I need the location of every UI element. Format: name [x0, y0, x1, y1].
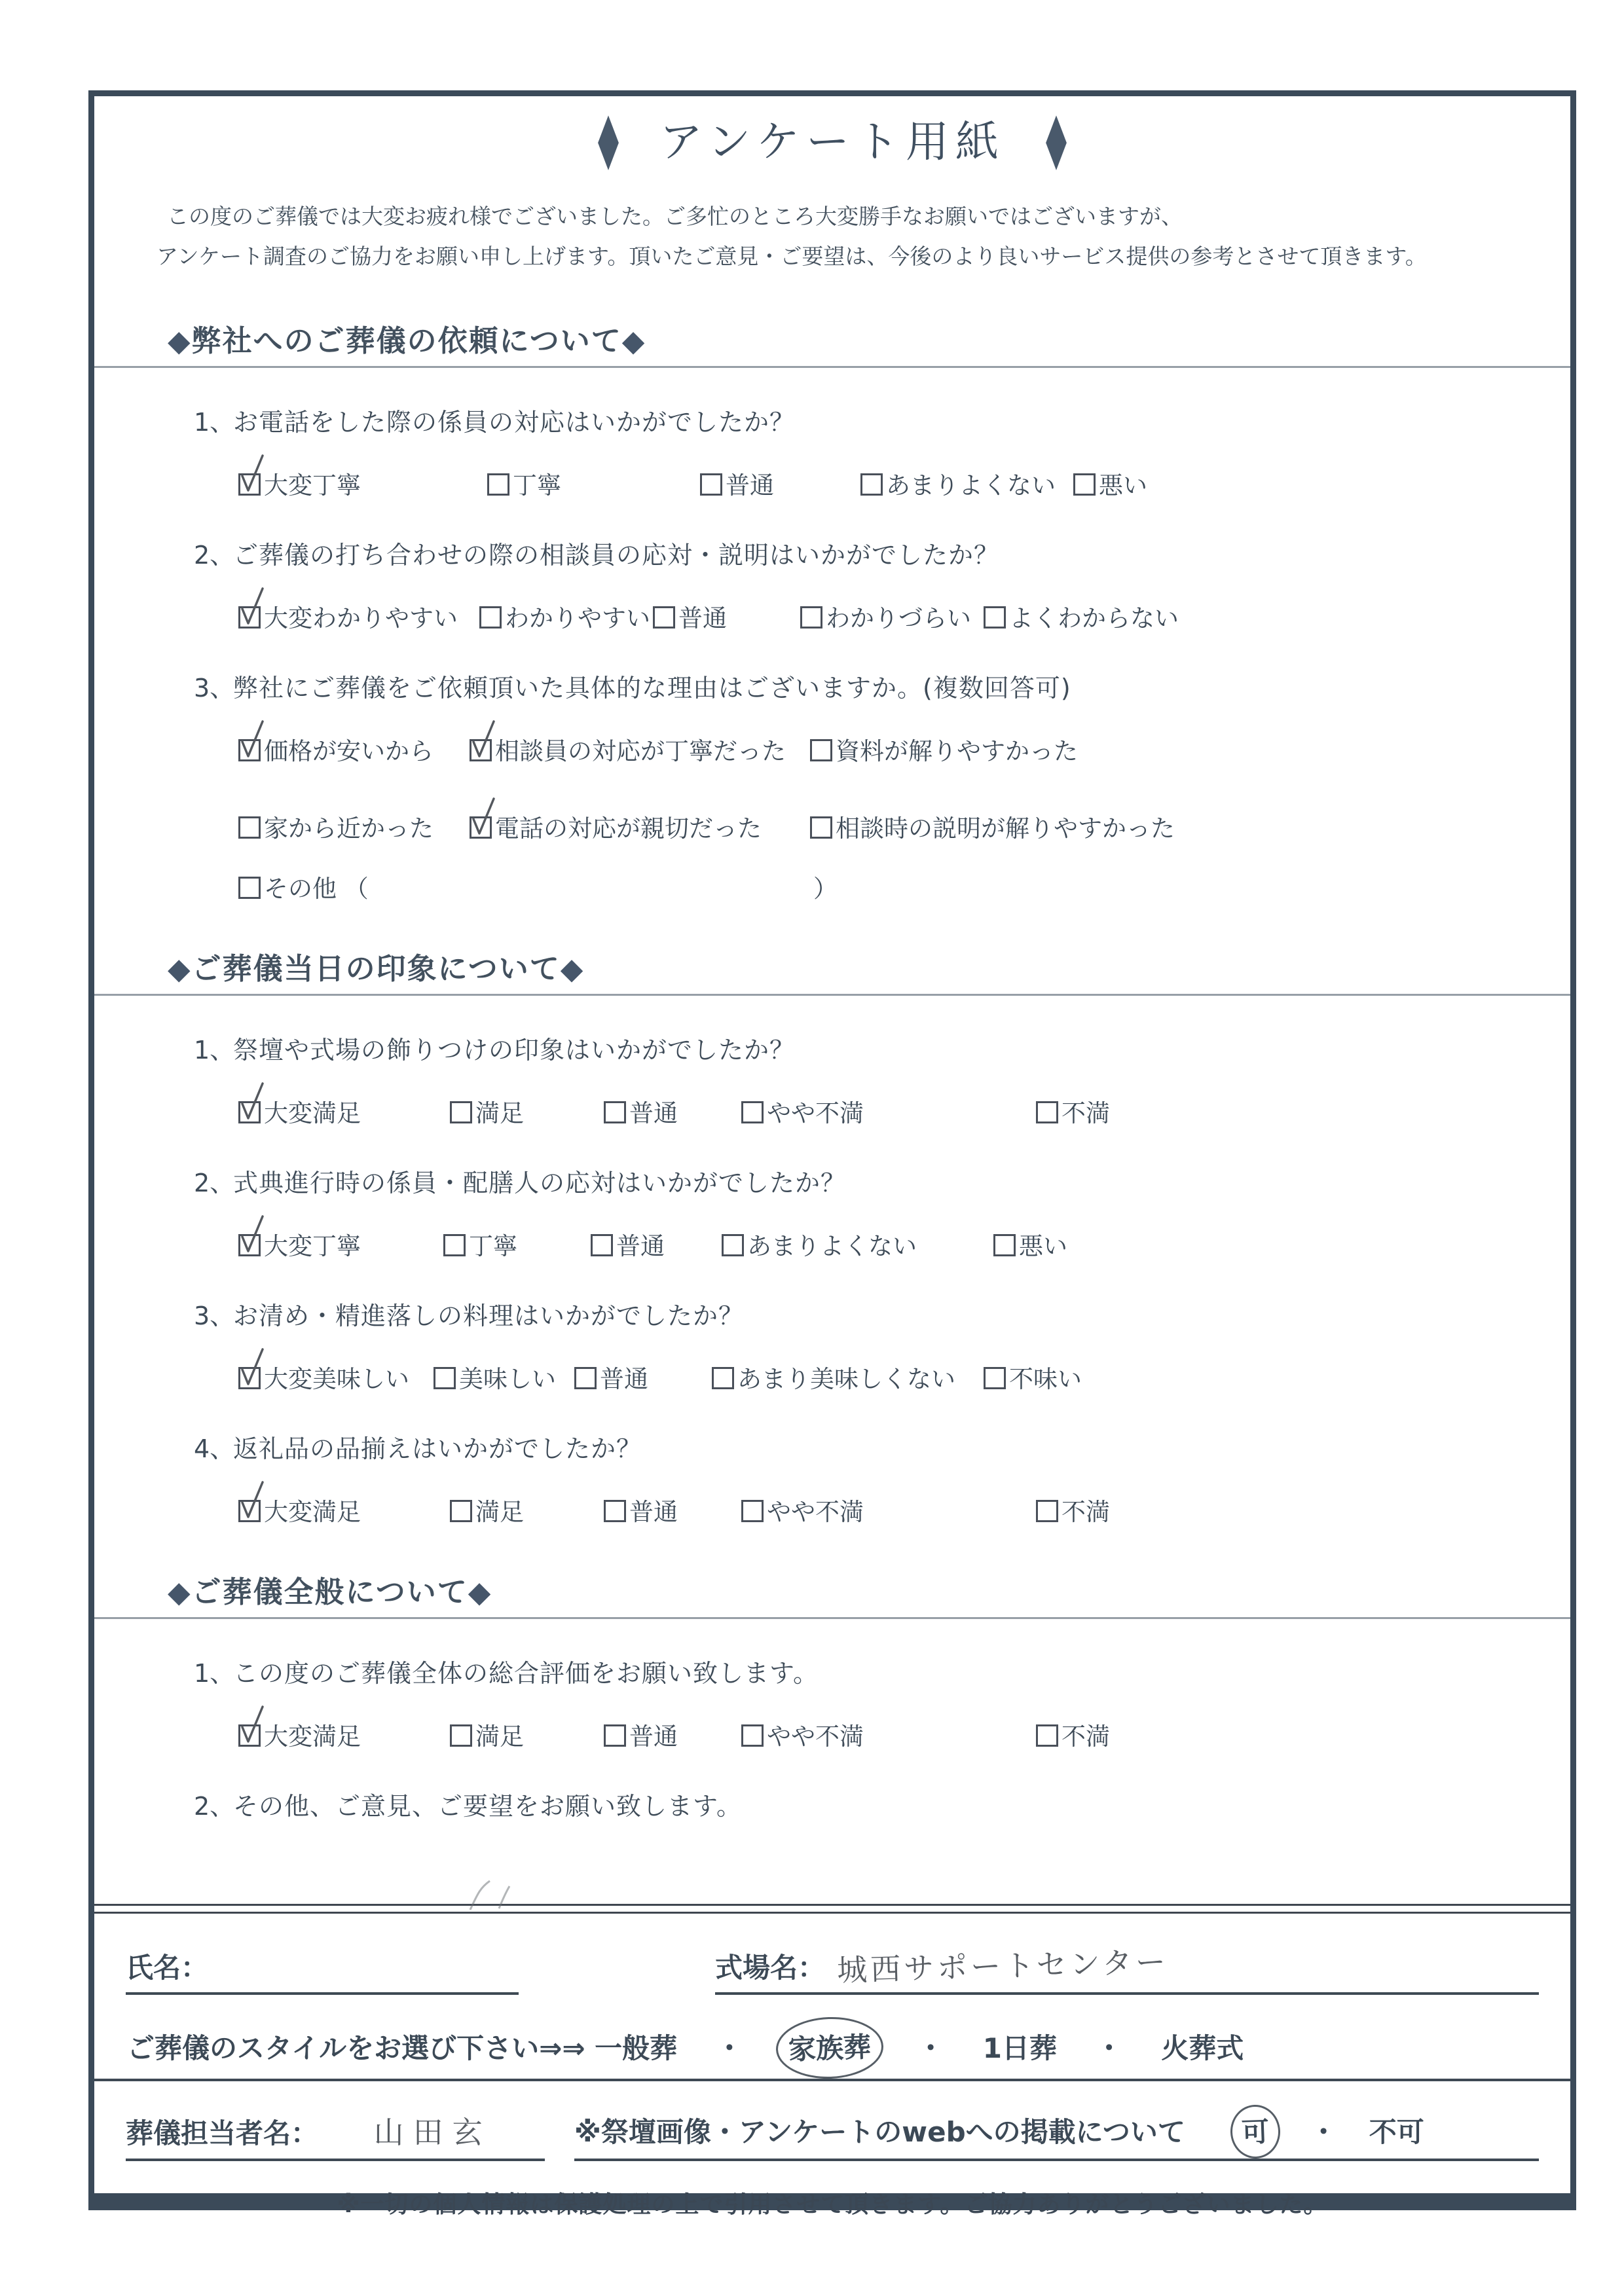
checkbox: [984, 1367, 1006, 1389]
option: [860, 465, 1056, 501]
option-label: 相談時の説明が解りやすかった: [836, 814, 1175, 843]
option-label: 普通: [629, 1099, 678, 1128]
checkbox: [604, 1500, 626, 1522]
option: [700, 465, 774, 501]
option-label: 電話の対応が親切だった: [495, 814, 762, 843]
checkbox: [574, 1367, 597, 1389]
privacy-footer-note: ※一切の個人情報は保護処理の上で引用させて頂きます。ご協力ありがとうございました。: [337, 2191, 1328, 2218]
venue-label: 式場名：: [715, 1952, 826, 1984]
option: [238, 1717, 361, 1752]
option: [238, 1226, 361, 1262]
page-title-text: アンケート用紙: [659, 117, 1006, 167]
style-label: ご葬儀のスタイルをお選び下さい⇒⇒: [127, 2032, 585, 2064]
option-label: わかりやすい: [505, 604, 650, 633]
option-label: 不満: [1061, 1722, 1110, 1751]
diamond-icon: ◆: [168, 323, 192, 359]
section-heading: [94, 317, 1570, 368]
check-mark-icon: [236, 717, 267, 761]
checkbox: [1073, 473, 1096, 496]
question-number: 1、: [194, 1659, 235, 1688]
checkbox: [984, 606, 1006, 629]
option: [741, 1492, 864, 1527]
question-number: 3、: [194, 674, 235, 703]
checkbox: [1036, 1724, 1058, 1747]
option: [238, 1093, 361, 1129]
option-label: あまりよくない: [886, 471, 1056, 500]
question-number: 1、: [194, 1036, 235, 1065]
checkbox: [810, 816, 832, 839]
option: [238, 809, 434, 844]
checkbox: [653, 606, 675, 629]
option: [487, 465, 561, 501]
question: [94, 402, 1570, 438]
options-row: [94, 797, 1570, 844]
dot-separator: ・: [715, 2032, 743, 2064]
checkbox: [604, 1724, 626, 1747]
checkbox-checked: [238, 606, 261, 629]
option: [712, 1359, 955, 1394]
option: [604, 1492, 678, 1527]
check-mark-icon: [236, 584, 267, 629]
question-text: お電話をした際の係員の対応はいかがでしたか？: [233, 408, 796, 437]
checkbox: [810, 739, 832, 761]
checkbox: [450, 1724, 472, 1747]
options-row: [94, 1347, 1570, 1394]
question-number: 4、: [194, 1434, 235, 1464]
option: [238, 465, 361, 501]
question: [94, 1429, 1570, 1465]
option-label: 満足: [475, 1722, 524, 1751]
option-label: 満足: [475, 1498, 524, 1527]
page-frame: [88, 90, 1576, 2218]
diamond-icon: ◆: [168, 951, 192, 987]
option-label: 大変丁寧: [264, 1232, 361, 1261]
question: [94, 535, 1570, 571]
option: [984, 1359, 1082, 1394]
check-mark-icon: [236, 1345, 267, 1389]
checkbox-checked: [238, 473, 261, 496]
option-label: やや不満: [767, 1722, 864, 1751]
checkbox: [591, 1234, 613, 1256]
section-heading: [94, 1568, 1570, 1619]
option: [238, 731, 434, 767]
option: [450, 1492, 524, 1527]
checkbox: [722, 1234, 744, 1256]
checkbox: [487, 473, 509, 496]
option-label: 大変満足: [264, 1099, 361, 1128]
sections-container: [94, 317, 1570, 1822]
style-option-selected-circle: [775, 2015, 885, 2081]
checkbox: [1036, 1500, 1058, 1522]
option-label: 相談員の対応が丁寧だった: [495, 737, 786, 766]
page-title: [94, 96, 1570, 179]
checkbox: [479, 606, 502, 629]
checkbox: [993, 1234, 1016, 1256]
checkbox-checked: [470, 816, 492, 839]
options-row: [94, 1214, 1570, 1262]
venue-field: [715, 1942, 1539, 1995]
option-label: 価格が安いから: [264, 737, 434, 766]
option: [443, 1226, 517, 1262]
checkbox-checked: [238, 1724, 261, 1747]
director-field: [126, 2109, 545, 2161]
option-label: 不満: [1061, 1099, 1110, 1128]
option-label: 普通: [600, 1365, 648, 1394]
option-label: 普通: [726, 471, 774, 500]
style-option: 一般葬: [595, 2032, 678, 2064]
footer-form: [94, 1904, 1570, 2219]
section-heading-text: ご葬儀全般について: [191, 1575, 468, 1610]
diamond-icon: ◆: [168, 1575, 192, 1610]
option-label: 資料が解りやすかった: [836, 737, 1078, 766]
intro-line: アンケート調査のご協力をお願い申し上げます。頂いたご意見・ご要望は、今後のより良いサービス提供の参考とさせて頂きます。: [157, 244, 1427, 270]
options-row: [94, 1705, 1570, 1752]
intro-text: [157, 196, 1531, 276]
option: [1036, 1093, 1110, 1129]
option: [479, 598, 650, 634]
question-text: お清め・精進落しの料理はいかがでしたか？: [233, 1302, 745, 1331]
director-web-row: [126, 2109, 1539, 2161]
checkbox-checked: [238, 1101, 261, 1123]
check-mark-icon: [468, 794, 498, 839]
question: [94, 668, 1570, 704]
option-label: 満足: [475, 1099, 524, 1128]
option-label: 丁寧: [469, 1232, 517, 1261]
diamond-icon: ◆: [597, 96, 619, 179]
question: [94, 1653, 1570, 1689]
option-label: 普通: [616, 1232, 665, 1261]
style-option: 火葬式: [1161, 2032, 1244, 2064]
option: [722, 1226, 917, 1262]
option: [238, 1492, 361, 1527]
diamond-icon: ◆: [560, 951, 585, 987]
checkbox-checked: [470, 739, 492, 761]
section-heading-text: ご葬儀当日の印象について: [191, 951, 561, 987]
option: [984, 598, 1179, 634]
check-mark-icon: [236, 1478, 267, 1522]
options-row: [94, 1082, 1570, 1129]
check-mark-icon: [236, 1079, 267, 1123]
question: [94, 1296, 1570, 1332]
question-text: 祭壇や式場の飾りつけの印象はいかがでしたか？: [233, 1036, 796, 1065]
option: [238, 598, 458, 634]
question-text: 弊社にご葬儀をご依頼頂いた具体的な理由はございますか。(複数回答可): [233, 674, 1071, 703]
option-label: 大変丁寧: [264, 471, 361, 500]
option: [470, 809, 762, 844]
check-mark-icon: [236, 1212, 267, 1256]
option-label: その他 （: [264, 875, 369, 903]
option: [574, 1359, 648, 1394]
options-row: [94, 1480, 1570, 1527]
option: [450, 1717, 524, 1752]
question-text: ご葬儀の打ち合わせの際の相談員の応対・説明はいかがでしたか？: [233, 541, 1000, 570]
style-option: 1日葬: [982, 2032, 1057, 2064]
web-ng-option: 不可: [1369, 2116, 1424, 2148]
checkbox-checked: [238, 1367, 261, 1389]
option-label: 大変わかりやすい: [264, 604, 458, 633]
question-number: 2、: [194, 1792, 235, 1821]
checkbox: [604, 1101, 626, 1123]
option: [591, 1226, 665, 1262]
separator-line: [94, 1904, 1570, 1914]
style-option: 家族葬: [788, 2030, 872, 2066]
question: [94, 1163, 1570, 1199]
checkbox: [700, 473, 722, 496]
option-label: 普通: [629, 1498, 678, 1527]
name-field: [126, 1946, 519, 1995]
question-number: 2、: [194, 541, 235, 570]
question-text: その他、ご意見、ご要望をお願い致します。: [233, 1792, 742, 1821]
question-text: 返礼品の品揃えはいかがでしたか？: [233, 1434, 642, 1464]
option: [800, 598, 971, 634]
option-label: わかりづらい: [826, 604, 971, 633]
other-close-paren: ）: [813, 875, 838, 903]
pen-scribble-artifact: [461, 1880, 546, 1912]
question-text: この度のご葬儀全体の総合評価をお願い致します。: [233, 1659, 819, 1688]
checkbox: [1036, 1101, 1058, 1123]
option-label: 家から近かった: [264, 814, 434, 843]
option-label: 悪い: [1099, 471, 1147, 500]
checkbox: [434, 1367, 456, 1389]
option-label: やや不満: [767, 1099, 864, 1128]
checkbox: [712, 1367, 734, 1389]
option-label: 大変満足: [264, 1722, 361, 1751]
diamond-icon: ◆: [468, 1575, 492, 1610]
option-label: やや不満: [767, 1498, 864, 1527]
option: [741, 1717, 864, 1752]
option-label: あまりよくない: [747, 1232, 917, 1261]
option-label: 普通: [678, 604, 727, 633]
option: [604, 1717, 678, 1752]
diamond-icon: ◆: [1046, 96, 1067, 179]
checkbox: [443, 1234, 466, 1256]
checkbox-checked: [238, 739, 261, 761]
diamond-icon: ◆: [621, 323, 646, 359]
dot-separator: ・: [1095, 2032, 1123, 2064]
option-label: 不満: [1061, 1498, 1110, 1527]
check-mark-icon: [236, 1702, 267, 1747]
option: [741, 1093, 864, 1129]
director-label: 葬儀担当者名：: [126, 2117, 319, 2149]
checkbox-checked: [238, 1234, 261, 1256]
option-label: 美味しい: [459, 1365, 556, 1394]
option-label: 丁寧: [513, 471, 561, 500]
checkbox: [450, 1101, 472, 1123]
question: [94, 1786, 1570, 1822]
check-mark-icon: [236, 451, 267, 496]
option: [238, 1359, 409, 1394]
name-venue-row: [126, 1942, 1539, 1995]
option: [238, 869, 369, 904]
option-label: 普通: [629, 1722, 678, 1751]
options-row: [94, 454, 1570, 501]
question-number: 1、: [194, 408, 235, 437]
question-number: 3、: [194, 1302, 235, 1331]
director-value-handwritten: 山田玄: [373, 2115, 492, 2150]
option: [1036, 1717, 1110, 1752]
option: [450, 1093, 524, 1129]
separator-line: [94, 2079, 1570, 2081]
checkbox: [860, 473, 883, 496]
style-row: [126, 2025, 1539, 2068]
checkbox: [741, 1724, 764, 1747]
section-heading-text: 弊社へのご葬儀の依頼について: [191, 323, 622, 359]
option: [1073, 465, 1147, 501]
name-label: 氏名：: [126, 1952, 209, 1984]
checkbox: [741, 1101, 764, 1123]
check-mark-icon: [468, 717, 498, 761]
option-label: 大変満足: [264, 1498, 361, 1527]
checkbox: [450, 1500, 472, 1522]
option-label: あまり美味しくない: [737, 1365, 955, 1394]
page-content: [94, 96, 1570, 2218]
option-label: 大変美味しい: [264, 1365, 409, 1394]
option: [1036, 1492, 1110, 1527]
question: [94, 1030, 1570, 1066]
checkbox: [800, 606, 822, 629]
web-ok-option: 可: [1241, 2115, 1270, 2149]
option-label: 不味い: [1009, 1365, 1082, 1394]
options-row: [94, 720, 1570, 767]
option: [470, 731, 786, 767]
checkbox: [238, 877, 261, 899]
question-number: 2、: [194, 1169, 235, 1198]
section-heading: [94, 945, 1570, 996]
intro-line: この度のご葬儀では大変お疲れ様でございました。ご多忙のところ大変勝手なお願いではございますが、: [167, 204, 1183, 229]
option: [434, 1359, 556, 1394]
dot-separator: ・: [1310, 2116, 1338, 2148]
option: [653, 598, 727, 634]
web-ok-selected-circle: [1230, 2104, 1282, 2160]
option: [993, 1226, 1067, 1262]
venue-value-handwritten: 城西サポートセンター: [836, 1944, 1170, 1988]
web-permission-field: [574, 2109, 1539, 2161]
checkbox: [741, 1500, 764, 1522]
option-label: 悪い: [1019, 1232, 1067, 1261]
option-label: よくわからない: [1009, 604, 1179, 633]
dot-separator: ・: [917, 2032, 945, 2064]
option: [810, 731, 1078, 767]
question-text: 式典進行時の係員・配膳人の応対はいかがでしたか？: [233, 1169, 847, 1198]
option: [810, 809, 1175, 844]
option: [604, 1093, 678, 1129]
options-row: [94, 587, 1570, 634]
web-permission-label: ※祭壇画像・アンケートのwebへの掲載について: [574, 2116, 1185, 2148]
options-row: [94, 857, 1570, 904]
checkbox: [238, 816, 261, 839]
checkbox-checked: [238, 1500, 261, 1522]
